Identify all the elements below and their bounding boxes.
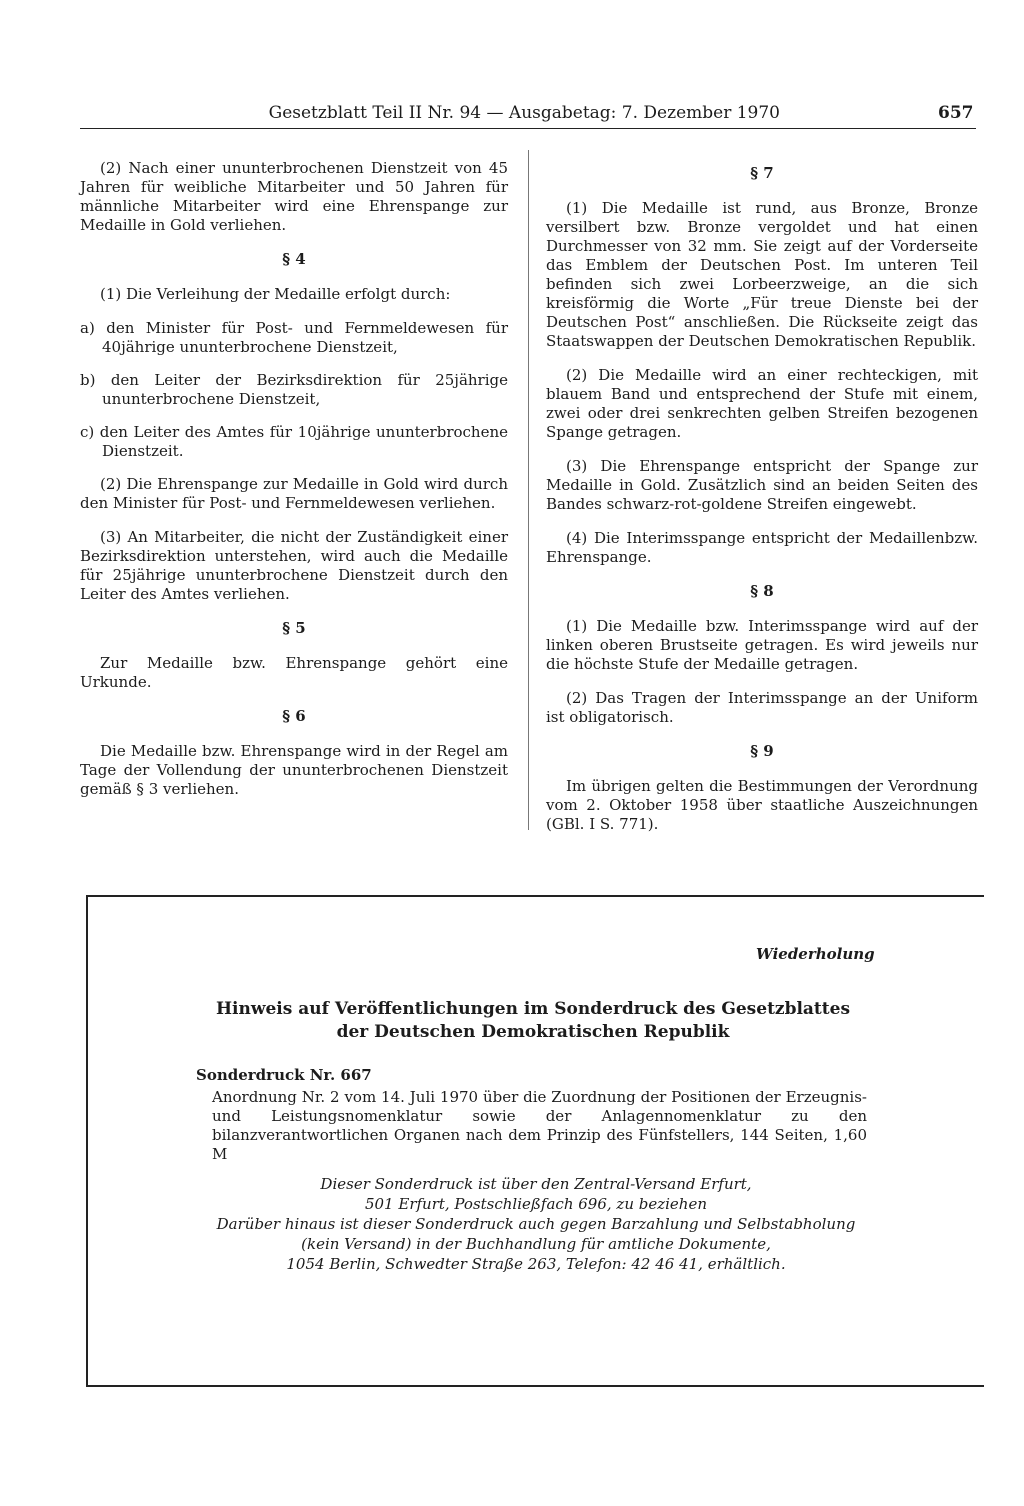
paragraph-8-1: (1) Die Medaille bzw. Interimsspange wird auf der linken oberen Brustseite getragen. Es wird jeweils nur die höchste Stufe der Medaille getragen.: [546, 617, 978, 673]
header-rule: [80, 128, 976, 129]
notice-heading-line-1: Hinweis auf Veröffentlichungen im Sonderdruck des Gesetzblattes: [215, 999, 851, 1019]
notice-heading-line-2: der Deutschen Demokratischen Republik: [336, 1022, 730, 1042]
section-6-heading: § 6: [282, 707, 306, 725]
distribution-line-2: 501 Erfurt, Postschließfach 696, zu beziehen: [364, 1195, 708, 1213]
section-7-heading: § 7: [750, 164, 774, 182]
distribution-line-1: Dieser Sonderdruck ist über den Zentral-Versand Erfurt,: [320, 1175, 752, 1193]
paragraph-4-3: (3) An Mitarbeiter, die nicht der Zuständigkeit einer Bezirksdirektion unterstehen, wird auch die Medaille für 25jährige ununterbrochene Dienstzeit durch den Leiter des Amtes verliehen.: [80, 528, 508, 603]
paragraph-6: Die Medaille bzw. Ehrenspange wird in der Regel am Tage der Vollendung der ununterbrochenen Dienstzeit gemäß § 3 verliehen.: [80, 742, 508, 798]
notice-heading: [170, 998, 896, 1044]
paragraph-7-3: (3) Die Ehrenspange entspricht der Spange zur Medaille in Gold. Zusätzlich sind an beiden Seiten des Bandes schwarz-rot-goldene Streifen eingewebt.: [546, 457, 978, 513]
right-column: [546, 159, 978, 849]
paragraph-7-1: (1) Die Medaille ist rund, aus Bronze, Bronze versilbert bzw. Bronze vergoldet und hat einen Durchmesser von 32 mm. Sie zeigt auf der Vorderseite das Emblem der Deutschen Post. Im unteren Teil befinden sich zwei Lorbeerzweige, an die sich kreisförmig die Worte „Für treue Dienste bei der Deutschen Post“ anschließen. Die Rückseite zeigt das Staatswappen der Deutschen Demokratischen Republik.: [546, 199, 978, 350]
paragraph-7-4: (4) Die Interimsspange entspricht der Medaillenbzw. Ehrenspange.: [546, 529, 978, 566]
paragraph-5: Zur Medaille bzw. Ehrenspange gehört eine Urkunde.: [80, 654, 508, 691]
left-column: [80, 159, 508, 814]
paragraph-4-2: (2) Die Ehrenspange zur Medaille in Gold wird durch den Minister für Post- und Fernmeldewesen verliehen.: [80, 475, 508, 512]
paragraph-7-2: (2) Die Medaille wird an einer rechteckigen, mit blauem Band und entsprechend der Stufe mit einem, zwei oder drei senkrechten gelben Streifen bezogenen Spange getragen.: [546, 366, 978, 441]
list-item-4-a: a) den Minister für Post- und Fernmeldewesen für 40jährige ununterbrochene Dienstzeit,: [80, 319, 508, 356]
column-divider: [528, 150, 529, 830]
section-9-heading: § 9: [750, 742, 774, 760]
section-5-heading: § 5: [282, 619, 306, 637]
distribution-line-5: 1054 Berlin, Schwedter Straße 263, Telefon: 42 46 41, erhältlich.: [286, 1255, 786, 1273]
repeat-label: Wiederholung: [756, 945, 875, 963]
notice-body: Anordnung Nr. 2 vom 14. Juli 1970 über die Zuordnung der Positionen der Erzeugnis- und Leistungsnomenklatur sowie der Anlagennomenklatur zu den bilanzverantwortlichen Organen nach dem Prinzip des Fünfstellers, 144 Seiten, 1,60 M: [212, 1088, 867, 1163]
special-print-label: Sonderdruck Nr. 667: [196, 1066, 372, 1084]
page-number: 657: [938, 103, 974, 123]
paragraph-4-1: (1) Die Verleihung der Medaille erfolgt durch:: [100, 285, 451, 303]
section-8-heading: § 8: [750, 582, 774, 600]
distribution-line-3: Darüber hinaus ist dieser Sonderdruck auch gegen Barzahlung und Selbstabholung: [216, 1215, 856, 1233]
paragraph-8-2: (2) Das Tragen der Interimsspange an der Uniform ist obligatorisch.: [546, 689, 978, 726]
section-4-heading: § 4: [282, 250, 306, 268]
list-item-4-c: c) den Leiter des Amtes für 10jährige ununterbrochene Dienstzeit.: [80, 423, 508, 460]
page-header-title: Gesetzblatt Teil II Nr. 94 — Ausgabetag: 7. Dezember 1970: [268, 103, 780, 123]
distribution-info: [200, 1174, 872, 1274]
paragraph-3-2: (2) Nach einer ununterbrochenen Dienstzeit von 45 Jahren für weibliche Mitarbeiter und 50 Jahren für männliche Mitarbeiter wird eine Ehrenspange zur Medaille in Gold verliehen.: [80, 159, 508, 234]
distribution-line-4: (kein Versand) in der Buchhandlung für amtliche Dokumente,: [301, 1235, 771, 1253]
list-item-4-b: b) den Leiter der Bezirksdirektion für 25jährige ununterbrochene Dienstzeit,: [80, 371, 508, 408]
paragraph-9: Im übrigen gelten die Bestimmungen der Verordnung vom 2. Oktober 1958 über staatliche Auszeichnungen (GBl. I S. 771).: [546, 777, 978, 833]
